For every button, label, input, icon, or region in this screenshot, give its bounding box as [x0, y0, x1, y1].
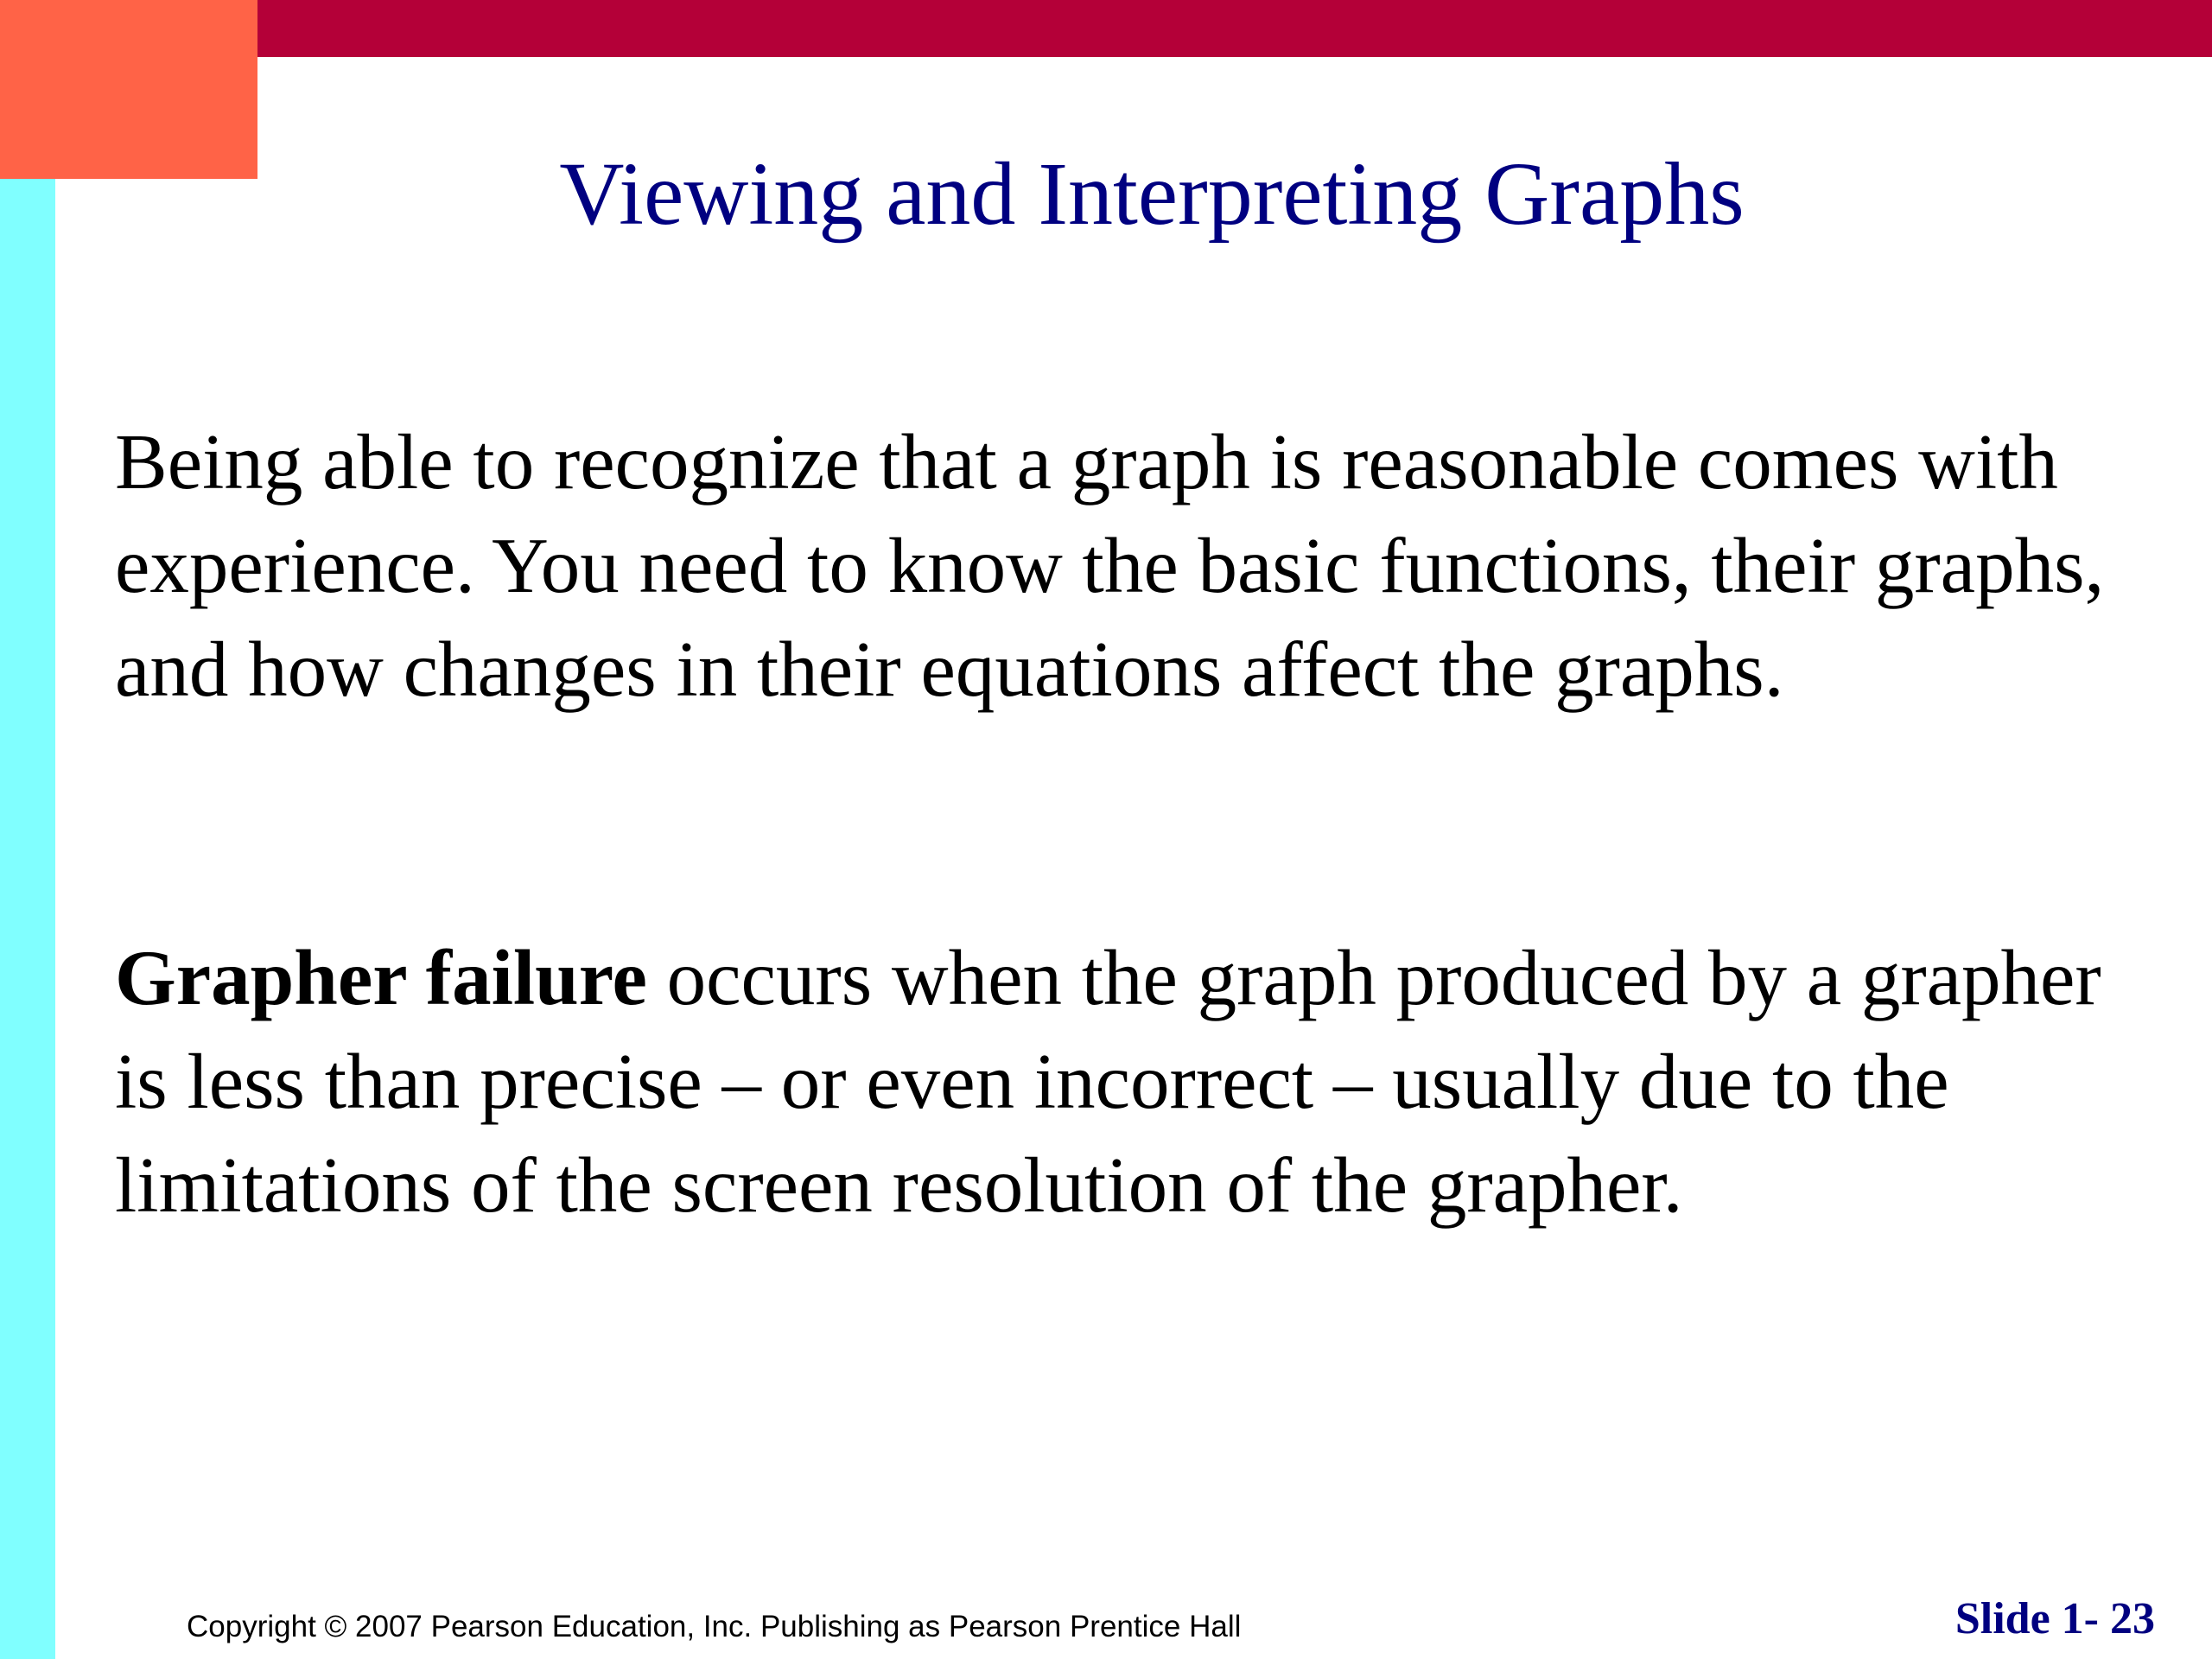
left-accent-bar [0, 179, 55, 1659]
body-paragraph-grapher-failure [115, 926, 2128, 1237]
slide-title: Viewing and Interpreting Graphs [559, 144, 1745, 244]
body-paragraph-experience: Being able to recognize that a graph is reasonable comes with experience. You need to know the basic functions, their graphs, and how changes in their equations affect the graphs. [115, 418, 2105, 713]
grapher-failure-definition: occurs when the graph produced by a grapher is less than precise – or even incorrect – usually due to the limitations of the screen resolution of the grapher. [115, 934, 2101, 1229]
corner-accent-block [0, 0, 257, 179]
grapher-failure-term: Grapher failure [115, 934, 647, 1021]
copyright-notice: Copyright © 2007 Pearson Education, Inc. Publishing as Pearson Prentice Hall [187, 1610, 1242, 1643]
top-accent-bar [0, 0, 2212, 57]
slide-number: Slide 1- 23 [1955, 1594, 2155, 1643]
